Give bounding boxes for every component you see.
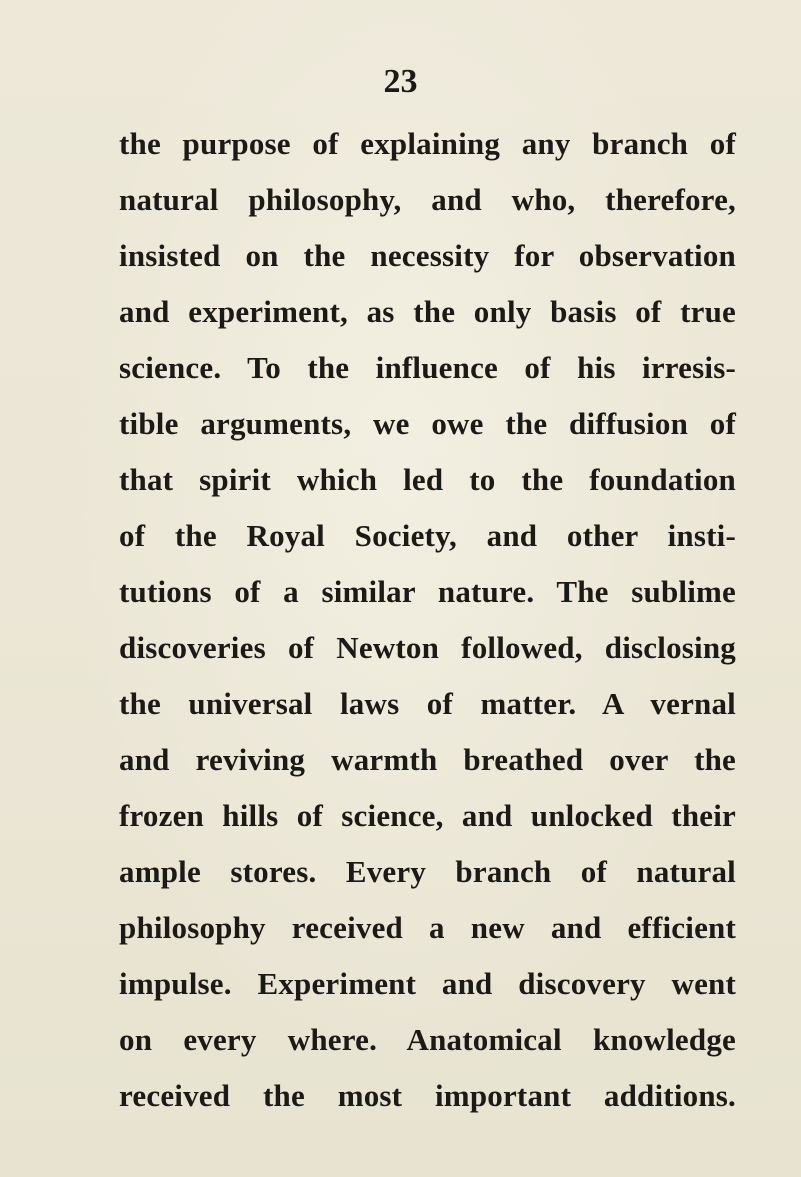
text-line: insisted on the necessity for observation bbox=[119, 238, 736, 273]
text-line: science. To the influence of his irresis- bbox=[119, 350, 736, 385]
text-line: the purpose of explaining any branch of bbox=[119, 126, 736, 161]
text-line: of the Royal Society, and other insti- bbox=[119, 518, 736, 553]
text-line: that spirit which led to the foundation bbox=[119, 462, 736, 497]
text-line: received the most important additions. bbox=[119, 1078, 736, 1113]
text-line: impulse. Experiment and discovery went bbox=[119, 966, 736, 1001]
text-line: tutions of a similar nature. The sublime bbox=[119, 574, 736, 609]
text-line: tible arguments, we owe the diffusion of bbox=[119, 406, 736, 441]
text-line: and reviving warmth breathed over the bbox=[119, 742, 736, 777]
text-line: natural philosophy, and who, therefore, bbox=[119, 182, 736, 217]
text-line: frozen hills of science, and unlocked their bbox=[119, 798, 736, 833]
body-text bbox=[119, 116, 736, 1124]
text-line: the universal laws of matter. A vernal bbox=[119, 686, 736, 721]
text-line: and experiment, as the only basis of true bbox=[119, 294, 736, 329]
page-number: 23 bbox=[383, 63, 418, 100]
text-line: on every where. Anatomical knowledge bbox=[119, 1022, 736, 1057]
text-line: discoveries of Newton followed, disclosing bbox=[119, 630, 736, 665]
text-line: ample stores. Every branch of natural bbox=[119, 854, 736, 889]
text-line: philosophy received a new and efficient bbox=[119, 910, 736, 945]
